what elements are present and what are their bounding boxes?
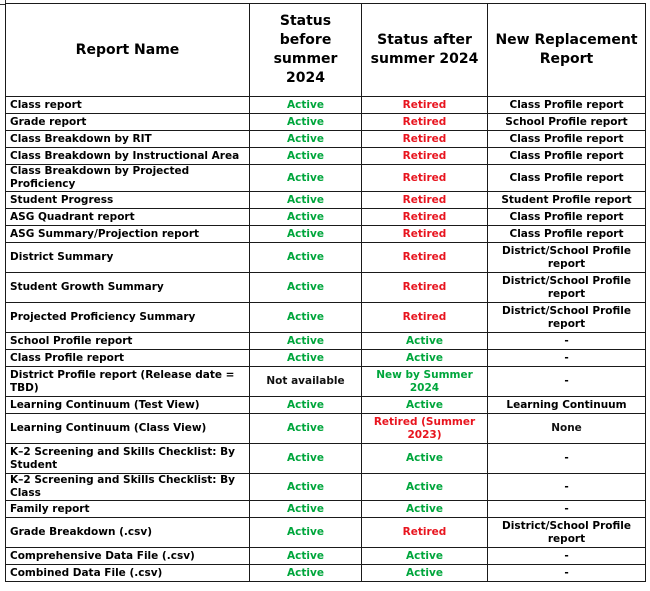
- status-before-cell: Active: [250, 565, 362, 582]
- table-row: [6, 273, 646, 303]
- replacement-cell: -: [488, 333, 646, 350]
- status-after-cell: Active: [362, 397, 488, 414]
- status-after-cell: Retired: [362, 165, 488, 192]
- report-name-cell: Comprehensive Data File (.csv): [6, 548, 250, 565]
- table-row: [6, 414, 646, 444]
- report-name-cell: Class Profile report: [6, 350, 250, 367]
- replacement-cell: -: [488, 350, 646, 367]
- status-before-cell: Active: [250, 273, 362, 303]
- status-after-cell: Retired: [362, 226, 488, 243]
- report-name-cell: Class Breakdown by RIT: [6, 131, 250, 148]
- replacement-cell: -: [488, 474, 646, 501]
- status-before-cell: Active: [250, 148, 362, 165]
- status-before-cell: Active: [250, 350, 362, 367]
- status-before-cell: Active: [250, 226, 362, 243]
- replacement-cell: Class Profile report: [488, 209, 646, 226]
- report-name-cell: Class report: [6, 97, 250, 114]
- report-name-cell: K–2 Screening and Skills Checklist: By Student: [6, 444, 250, 474]
- replacement-cell: Class Profile report: [488, 226, 646, 243]
- status-before-cell: Active: [250, 397, 362, 414]
- table-row: [6, 97, 646, 114]
- table-row: [6, 209, 646, 226]
- status-after-cell: Retired (Summer 2023): [362, 414, 488, 444]
- table-row: [6, 367, 646, 397]
- status-before-cell: Active: [250, 333, 362, 350]
- table-row: [6, 474, 646, 501]
- report-name-cell: District Profile report (Release date = TBD): [6, 367, 250, 397]
- report-status-table: [5, 3, 646, 582]
- status-before-cell: Active: [250, 501, 362, 518]
- report-name-cell: School Profile report: [6, 333, 250, 350]
- report-name-cell: Learning Continuum (Test View): [6, 397, 250, 414]
- report-name-cell: ASG Summary/Projection report: [6, 226, 250, 243]
- table-row: [6, 243, 646, 273]
- status-after-cell: New by Summer 2024: [362, 367, 488, 397]
- status-before-cell: Active: [250, 303, 362, 333]
- replacement-cell: None: [488, 414, 646, 444]
- table-row: [6, 303, 646, 333]
- status-after-cell: Active: [362, 565, 488, 582]
- table-row: [6, 565, 646, 582]
- replacement-cell: Learning Continuum: [488, 397, 646, 414]
- replacement-cell: Class Profile report: [488, 148, 646, 165]
- table-row: [6, 444, 646, 474]
- replacement-cell: -: [488, 565, 646, 582]
- replacement-cell: District/School Profile report: [488, 243, 646, 273]
- report-name-cell: District Summary: [6, 243, 250, 273]
- table-row: [6, 131, 646, 148]
- status-after-cell: Active: [362, 548, 488, 565]
- header-row: [6, 4, 646, 97]
- report-name-cell: ASG Quadrant report: [6, 209, 250, 226]
- status-before-cell: Active: [250, 114, 362, 131]
- table-row: [6, 548, 646, 565]
- status-after-cell: Active: [362, 333, 488, 350]
- table-row: [6, 192, 646, 209]
- replacement-cell: Class Profile report: [488, 97, 646, 114]
- table-row: [6, 114, 646, 131]
- replacement-cell: -: [488, 548, 646, 565]
- table-row: [6, 333, 646, 350]
- status-after-cell: Active: [362, 444, 488, 474]
- status-after-cell: Active: [362, 474, 488, 501]
- header-replacement: New Replacement Report: [488, 4, 646, 97]
- status-after-cell: Retired: [362, 148, 488, 165]
- report-name-cell: K–2 Screening and Skills Checklist: By Class: [6, 474, 250, 501]
- report-name-cell: Class Breakdown by Projected Proficiency: [6, 165, 250, 192]
- table-row: [6, 165, 646, 192]
- replacement-cell: Class Profile report: [488, 165, 646, 192]
- status-before-cell: Active: [250, 97, 362, 114]
- status-before-cell: Active: [250, 165, 362, 192]
- table-row: [6, 226, 646, 243]
- status-before-cell: Active: [250, 414, 362, 444]
- table-row: [6, 501, 646, 518]
- report-name-cell: Grade Breakdown (.csv): [6, 518, 250, 548]
- status-after-cell: Retired: [362, 114, 488, 131]
- status-before-cell: Active: [250, 131, 362, 148]
- status-before-cell: Active: [250, 209, 362, 226]
- report-name-cell: Class Breakdown by Instructional Area: [6, 148, 250, 165]
- status-before-cell: Active: [250, 444, 362, 474]
- report-name-cell: Learning Continuum (Class View): [6, 414, 250, 444]
- status-after-cell: Active: [362, 501, 488, 518]
- replacement-cell: District/School Profile report: [488, 303, 646, 333]
- status-before-cell: Active: [250, 243, 362, 273]
- replacement-cell: School Profile report: [488, 114, 646, 131]
- header-status-before: Status before summer 2024: [250, 4, 362, 97]
- report-name-cell: Student Growth Summary: [6, 273, 250, 303]
- status-before-cell: Not available: [250, 367, 362, 397]
- header-report-name: Report Name: [6, 4, 250, 97]
- table-row: [6, 148, 646, 165]
- status-after-cell: Retired: [362, 243, 488, 273]
- replacement-cell: -: [488, 367, 646, 397]
- status-after-cell: Retired: [362, 518, 488, 548]
- status-before-cell: Active: [250, 192, 362, 209]
- replacement-cell: -: [488, 501, 646, 518]
- report-status-table-container: [5, 3, 646, 582]
- table-row: [6, 518, 646, 548]
- replacement-cell: District/School Profile report: [488, 273, 646, 303]
- replacement-cell: Student Profile report: [488, 192, 646, 209]
- status-before-cell: Active: [250, 474, 362, 501]
- status-before-cell: Active: [250, 548, 362, 565]
- report-name-cell: Combined Data File (.csv): [6, 565, 250, 582]
- replacement-cell: -: [488, 444, 646, 474]
- report-name-cell: Family report: [6, 501, 250, 518]
- status-after-cell: Retired: [362, 192, 488, 209]
- table-row: [6, 397, 646, 414]
- report-name-cell: Student Progress: [6, 192, 250, 209]
- replacement-cell: District/School Profile report: [488, 518, 646, 548]
- status-after-cell: Retired: [362, 131, 488, 148]
- report-name-cell: Projected Proficiency Summary: [6, 303, 250, 333]
- status-after-cell: Retired: [362, 303, 488, 333]
- table-row: [6, 350, 646, 367]
- status-before-cell: Active: [250, 518, 362, 548]
- status-after-cell: Active: [362, 350, 488, 367]
- status-after-cell: Retired: [362, 273, 488, 303]
- replacement-cell: Class Profile report: [488, 131, 646, 148]
- header-status-after: Status after summer 2024: [362, 4, 488, 97]
- status-after-cell: Retired: [362, 209, 488, 226]
- status-after-cell: Retired: [362, 97, 488, 114]
- report-name-cell: Grade report: [6, 114, 250, 131]
